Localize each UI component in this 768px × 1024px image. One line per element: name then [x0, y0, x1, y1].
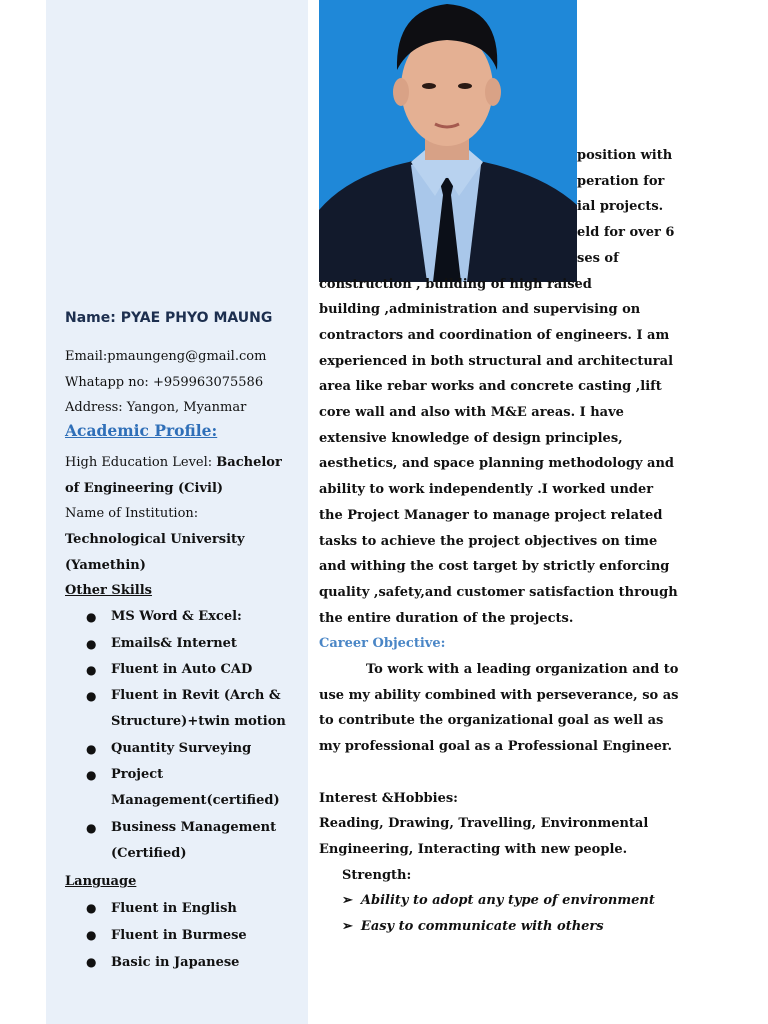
strength-text: Easy to communicate with others	[360, 919, 604, 935]
text-line: ses of	[577, 250, 619, 266]
language-item	[65, 949, 305, 976]
bullet-icon: ●	[86, 741, 97, 756]
list-item-text: Fluent in Auto CAD	[111, 661, 253, 677]
strength-text: Ability to adopt any type of environment	[360, 893, 655, 909]
text-line: aesthetics, and space planning methodology and	[319, 456, 675, 472]
text-line: experienced in both structural and architectural	[319, 353, 674, 369]
candidate-name: Name: PYAE PHYO MAUNG	[65, 310, 273, 326]
text-line: eld for over 6	[577, 225, 675, 241]
text-line: ability to work independently .I worked under	[319, 482, 654, 498]
list-item-text: Basic in Japanese	[111, 955, 240, 970]
contact-phone: Whatapp no: +959963075586	[65, 374, 264, 390]
institution-location	[65, 553, 300, 579]
strength-item	[319, 914, 679, 940]
summary-paragraph	[319, 143, 679, 631]
text-line: use my ability combined with perseverance, so as	[319, 687, 679, 703]
list-item-text: Structure)+twin motion	[111, 714, 286, 730]
strength-list	[319, 888, 679, 939]
list-item-text: (Certified)	[111, 845, 187, 861]
main-content	[319, 143, 679, 940]
list-item-text: Fluent in English	[111, 901, 237, 916]
text-line: building ,administration and supervising on	[319, 302, 641, 318]
language-list	[65, 895, 305, 976]
interest-paragraph	[319, 811, 679, 862]
language-item	[65, 895, 305, 922]
text-line: quality ,safety,and customer satisfaction through	[319, 584, 678, 600]
text-line: extensive knowledge of design principles,	[319, 430, 623, 446]
skill-item	[65, 657, 305, 683]
text-line: my professional goal as a Professional Engineer.	[319, 739, 673, 755]
institution-name	[65, 527, 300, 553]
text-line: ial projects.	[577, 199, 664, 215]
strength-heading: Strength:	[342, 867, 412, 883]
text-line: construction , building of high raised	[319, 276, 592, 292]
language-heading: Language	[65, 874, 137, 889]
text-line: to contribute the organizational goal as well as	[319, 713, 664, 729]
skill-item	[65, 631, 305, 657]
skills-section	[65, 578, 305, 867]
list-item-text: Business Management	[111, 819, 277, 835]
skill-item	[65, 815, 305, 868]
list-item-text: Fluent in Revit (Arch &	[111, 688, 281, 704]
skill-item	[65, 683, 305, 736]
list-item-text: Fluent in Burmese	[111, 928, 247, 943]
arrow-bullet-icon: ➢	[342, 919, 353, 935]
institution-name-1: Technological University	[65, 532, 245, 548]
education-value: Bachelor	[216, 455, 282, 470]
skills-heading: Other Skills	[65, 583, 152, 598]
list-item-text: MS Word & Excel:	[111, 609, 242, 625]
bullet-icon: ●	[86, 928, 97, 942]
text-line: core wall and also with M&E areas. I have	[319, 405, 624, 421]
bullet-icon: ●	[86, 636, 97, 651]
strength-item	[319, 888, 679, 914]
text-line: the entire duration of the projects.	[319, 610, 574, 626]
career-objective-heading: Career Objective:	[319, 636, 446, 652]
language-item	[65, 922, 305, 949]
contact-block	[65, 344, 266, 421]
education-level	[65, 450, 300, 476]
bullet-icon: ●	[86, 820, 97, 835]
language-section	[65, 868, 305, 976]
text-line: contractors and coordination of engineers. I am	[319, 327, 670, 343]
bullet-icon: ●	[86, 901, 97, 915]
skill-item	[65, 736, 305, 762]
career-objective-paragraph	[319, 657, 679, 760]
text-line: peration for	[577, 173, 665, 189]
text-line: the Project Manager to manage project related	[319, 507, 663, 523]
text-line: Reading, Drawing, Travelling, Environmental	[319, 816, 649, 832]
skill-item	[65, 762, 305, 815]
education-degree	[65, 476, 300, 502]
list-item-text: Quantity Surveying	[111, 740, 252, 756]
skill-item	[65, 604, 305, 630]
text-line: Engineering, Interacting with new people.	[319, 841, 628, 857]
text-line: and withing the cost target by strictly enforcing	[319, 559, 670, 575]
bullet-icon: ●	[86, 610, 97, 625]
academic-profile-heading: Academic Profile:	[65, 421, 218, 440]
text-line: area like rebar works and concrete casting ,lift	[319, 379, 662, 395]
bullet-icon: ●	[86, 689, 97, 704]
education-label: High Education Level:	[65, 455, 217, 470]
skills-list	[65, 604, 305, 867]
arrow-bullet-icon: ➢	[342, 893, 353, 909]
bullet-icon: ●	[86, 662, 97, 677]
institution-label: Name of Institution:	[65, 506, 199, 522]
list-item-text: Emails& Internet	[111, 635, 237, 651]
text-line: position with	[577, 148, 673, 163]
interest-heading: Interest &Hobbies:	[319, 790, 458, 806]
list-item-text: Project	[111, 767, 164, 783]
contact-email: Email:pmaungeng@gmail.com	[65, 349, 267, 364]
text-line: tasks to achieve the project objectives on time	[319, 533, 658, 549]
institution-name-2: (Yamethin)	[65, 557, 146, 573]
list-item-text: Management(certified)	[111, 793, 280, 809]
education-degree-value: of Engineering (Civil)	[65, 480, 224, 496]
bullet-icon: ●	[86, 955, 97, 969]
contact-address: Address: Yangon, Myanmar	[65, 400, 247, 415]
text-line: To work with a leading organization and to	[366, 662, 679, 678]
academic-block	[65, 450, 300, 579]
bullet-icon: ●	[86, 768, 97, 783]
